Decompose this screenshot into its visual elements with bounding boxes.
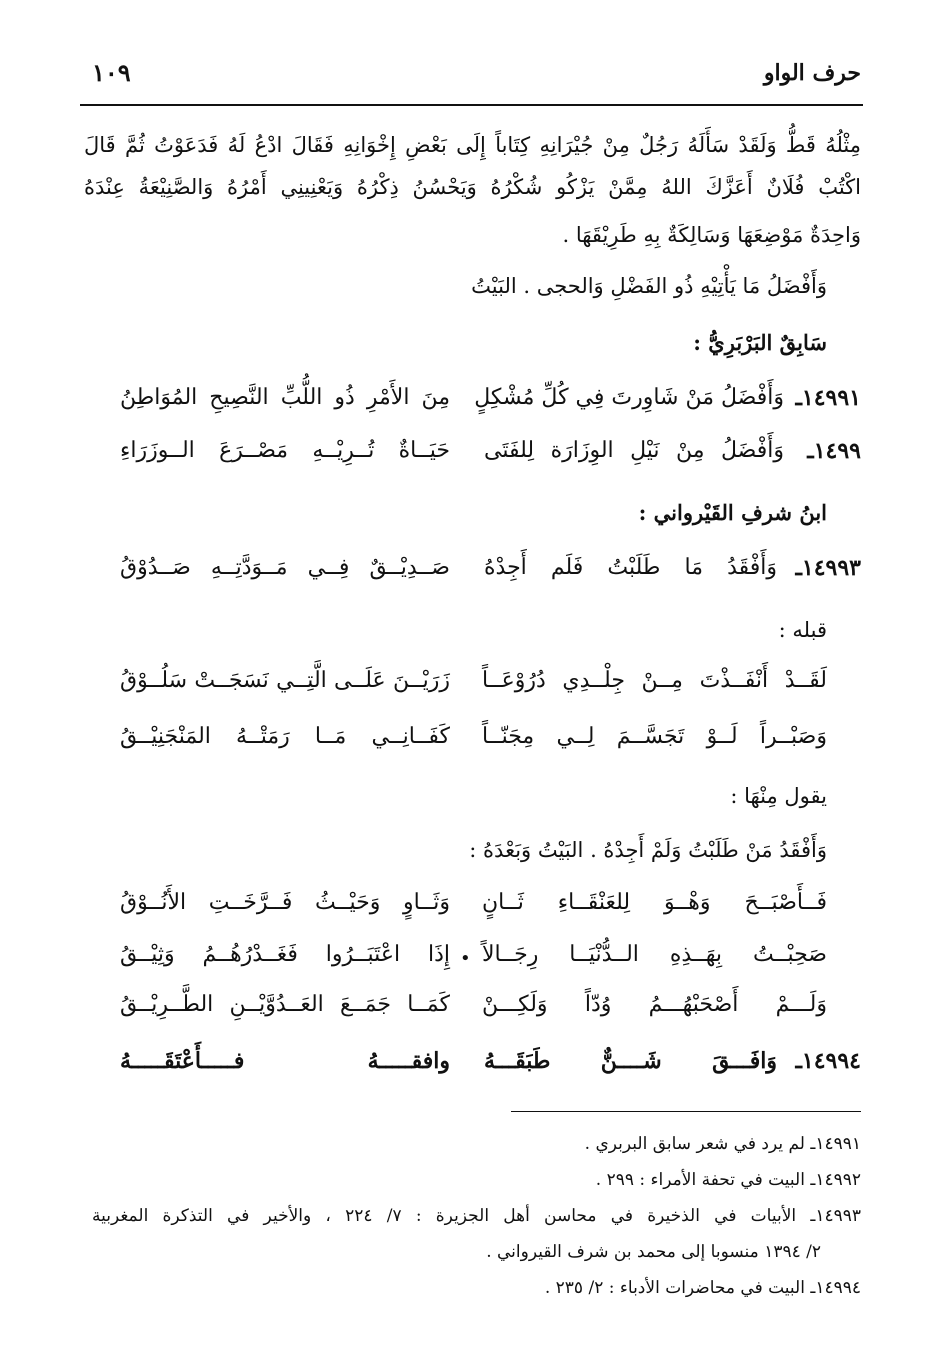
- verse-after-2: [0, 942, 939, 982]
- verse-14992: [0, 438, 939, 478]
- quoted-hemistich-line: وَأَفْضَلُ مَا يَأْتِيْهِ ذُو الفَضْلِ وَالحجى . البَيْتُ: [471, 274, 827, 298]
- first-hemistich: وَصَبْــراً لَــوْ تَجَسَّــمَ لِــي مِجَنّــاً: [482, 724, 827, 749]
- first-hemistich: لَقَــدْ أَنْفَــذْتَ مِــنْ جِلْــدِي دُرُوْعَــاً: [482, 668, 827, 693]
- first-hemistich: وَلَـــمْ أَصْحَبْهُـــمُ وُدّاً وَلَكِـــنْ: [482, 992, 827, 1017]
- first-hemistich: وَأَفْضَلُ مِنْ نَيْلِ الوِزَارَة لِلفَتَى: [484, 438, 784, 463]
- prose-line-3: وَاحِدَةٌ مَوْضِعَهَا وَسَالِكَةٌ بِهِ طَرِيْقَهَا .: [562, 223, 861, 247]
- verse-number: ١٤٩٩١ـ: [795, 385, 861, 411]
- second-hemistich: مِنَ الأَمْرِ ذُو اللُّبِّ النَّصِيحِ المُوَاطِنُ: [120, 385, 450, 410]
- second-hemistich: كَمَــا جَمَــعَ العَــدُوَّيْــنِ الطَّــرِيْــقُ: [120, 992, 450, 1017]
- footnote-14994: ١٤٩٩٤ـ البيت في محاضرات الأدباء : ٢/ ٢٣٥ .: [544, 1278, 861, 1298]
- first-hemistich: وَأَفْضَلُ مَنْ شَاوِرتَ فِي كُلِّ مُشْكِلٍ: [474, 385, 784, 410]
- second-hemistich: وَثَــاوٍ وَحَيْــثُ فَــرَّخَــتِ الأَنُــوْقُ: [120, 890, 450, 915]
- verse-number: ١٤٩٩ـ: [807, 438, 861, 464]
- footnote-14991: ١٤٩٩١ـ لم يرد في شعر سابق البربري .: [584, 1134, 861, 1154]
- verse-after-1: [0, 890, 939, 930]
- verse-number: ١٤٩٩٤ـ: [795, 1048, 861, 1074]
- page-number: ١٠٩: [92, 58, 131, 87]
- verse-14991: [0, 385, 939, 425]
- qablahu-label: قبله :: [778, 618, 827, 642]
- footnote-14992: ١٤٩٩٢ـ البيت في تحفة الأمراء : ٢٩٩ .: [595, 1170, 861, 1190]
- verse-qablahu-1: [0, 668, 939, 708]
- bullet-mark: •: [460, 948, 471, 969]
- second-hemistich: وافقـــــهُ فـــــأَعْتَقَـــــهُ: [120, 1048, 450, 1074]
- footnote-14993: ١٤٩٩٣ـ الأبيات في الذخيرة في محاسن أهل الجزيرة : ٧/ ٢٢٤ ، والأخير في التذكرة المغربية: [92, 1206, 861, 1226]
- verse-14993: [0, 555, 939, 595]
- header-rule: [80, 104, 863, 106]
- chapter-title: حرف الواو: [763, 60, 861, 86]
- first-hemistich: وَافَـــقَ شَــــنٌّ طَبَقَـــهُ: [484, 1048, 777, 1074]
- first-hemistich: فَــأَصْبَــحَ وَهْــوَ لِلعَنْقَــاءِ ثَــانٍ: [482, 890, 827, 915]
- prose-line-1: مِثْلُهُ قَطُّ وَلَقَدْ سَأَلَهُ رَجُلٌ مِنْ جُيْرَانِهِ كِتَاباً إِلَى بَعْضِ إِخْوَانِهِ فَقَالَ ادْعُ لَهُ فَدَعَوْتُ ثُمَّ قَالَ: [84, 133, 861, 157]
- yaqulu-label: يقول مِنْهَا :: [730, 784, 827, 808]
- verse-14994: [0, 1048, 939, 1088]
- poet-name-ibn-sharaf: ابنُ شرفِ القَيْرواني :: [638, 500, 827, 525]
- second-hemistich: صَــدِيْــقٌ فِــي مَــوَدَّتِــهِ صَــدُوْقُ: [120, 555, 450, 580]
- second-hemistich: حَيَــاةٌ تُــرِيْــهِ مَصْــرَعَ الــوزَرَاءِ: [120, 438, 450, 463]
- second-hemistich: إِذَا اعْتَبَــرُوا فَغَــدْرُهُــمُ وَثِيْــقُ: [120, 942, 450, 967]
- verse-after-3: [0, 992, 939, 1032]
- first-hemistich: وَأَفْقَدُ مَا طَلَبْتُ فَلَم أَجِدْهُ: [484, 555, 777, 580]
- verse-qablahu-2: [0, 724, 939, 764]
- first-hemistich: صَحِبْــتُ بِهَــذِهِ الــدُّنْيَــا رِجَــالاً: [482, 942, 827, 967]
- footnote-14993-cont: ٢/ ١٣٩٤ منسوبا إلى محمد بن شرف القيرواني .: [486, 1242, 821, 1262]
- second-hemistich: زَرَيْــنَ عَلَــى الَّتِــي نَسَجَــتْ سَلُــوْقُ: [120, 668, 450, 693]
- poet-name-sabiq: سَابِقٌ البَرْبَرِيُّ :: [693, 330, 827, 355]
- verse-number: ١٤٩٩٣ـ: [795, 555, 861, 581]
- footnote-rule: [511, 1111, 861, 1112]
- second-hemistich: كَفَــانِــي مَــا رَمَتْــهُ المَنْجَنِيْــقُ: [120, 724, 450, 749]
- quoted-hemistich-line-2: وَأَفْقَدُ مَنْ طَلَبْتُ وَلَمْ أَجِدْهُ . البَيْتُ وَبَعْدَهُ :: [469, 838, 827, 862]
- prose-line-2: اكْتُبْ فُلَانٌ أَعَزَّكَ اللهُ مِمَّنْ يَزْكُو شُكْرُهُ وَيَحْسُنُ ذِكْرُهُ وَيَعْنِينِي أَمْرُهُ وَالصَّنِيْعَةُ عِنْدَهُ: [84, 175, 861, 199]
